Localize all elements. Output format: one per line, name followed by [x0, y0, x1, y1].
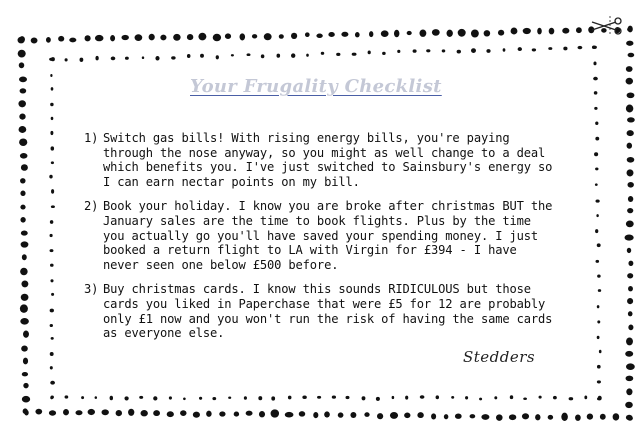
checklist-item	[84, 131, 554, 189]
item-number: 1)	[84, 131, 99, 145]
item-number: 2)	[84, 199, 99, 214]
checklist-item	[84, 199, 554, 272]
scissors-icon	[590, 16, 624, 36]
signature: Stedders	[463, 348, 536, 366]
item-number: 3)	[84, 282, 99, 297]
checklist	[84, 131, 554, 351]
item-text: Switch gas bills! With rising energy bills, you're paying through the nose anyway, so you might as well change to a deal which benefits you. I've just switched to Sainsbury's energy so I can earn nectar points on my bill.	[103, 131, 553, 189]
checklist-item	[84, 282, 554, 340]
checklist-title: Your Frugality Checklist	[190, 76, 442, 97]
item-text: Buy christmas cards. I know this sounds RIDICULOUS but those cards you liked in Paperchase that were £5 for 12 are probably only £1 now and you won't run the risk of having the same cards as everyone else.	[103, 282, 553, 341]
item-text: Book your holiday. I know you are broke after christmas BUT the January sales are the time to book flights. Plus by the time you actually go you'll have saved your spending money. I just booked a return flight to LA with Virgin for £394 - I have never seen one below £500 before.	[103, 199, 553, 272]
